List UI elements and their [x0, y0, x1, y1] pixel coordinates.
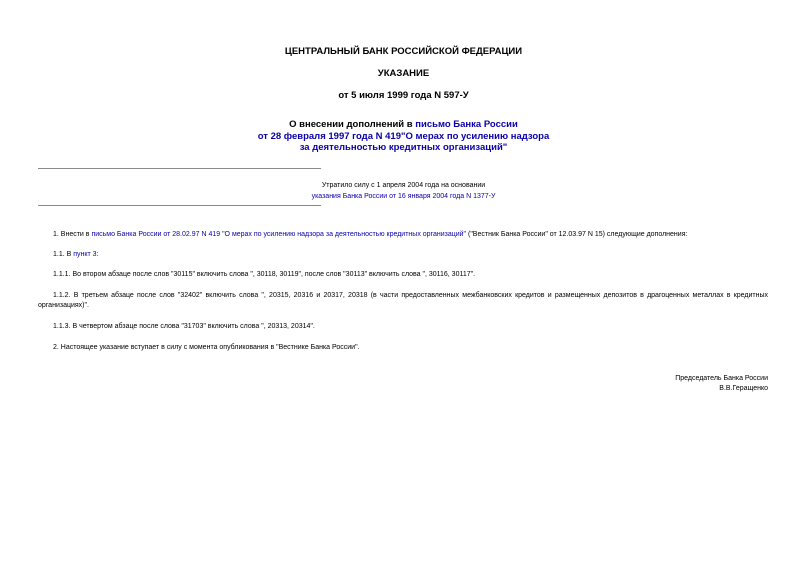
paragraph-1-1-3: 1.1.3. В четвертом абзаце после слова "31703" включить слова ", 20313, 20314". [53, 323, 315, 330]
paragraph-1 [38, 230, 768, 240]
status-link[interactable]: указания Банка России от 16 января 2004 года N 1377-У [311, 193, 496, 200]
subject-link-line-3[interactable]: за деятельностью кредитных организаций" [299, 142, 508, 153]
p1-suffix: ("Вестник Банка России" от 12.03.97 N 15) следующие дополнения: [466, 231, 688, 238]
signatory-position: Председатель Банка России [675, 375, 768, 382]
paragraph-2: 2. Настоящее указание вступает в силу с момента опубликования в "Вестнике Банка России". [53, 344, 360, 351]
p11-point-link[interactable]: пункт 3 [73, 251, 97, 258]
subject-line-1 [0, 119, 807, 131]
status-line: Утратило силу с 1 апреля 2004 года на основании [321, 182, 486, 189]
divider-bottom [38, 205, 321, 206]
divider-top [38, 168, 321, 169]
status-note [0, 180, 807, 202]
p1-prefix: 1. Внести в [53, 231, 92, 238]
paragraph-1-1-1: 1.1.1. Во втором абзаце после слов "30115" включить слова ", 30118, 30119", после слов "30113" включить слова ", 30116, 30117". [53, 271, 476, 278]
paragraph-1-1-2: 1.1.2. В третьем абзаце после слов "32402" включить слова ", 20315, 20316 и 20317, 20318 (в части предоставленных межбанковских кредитов и размещенных депозитов в драгоценных металлах в кредитных организациях)". [38, 292, 768, 309]
document-subject [0, 119, 807, 154]
date-number-heading: от 5 июля 1999 года N 597-У [338, 90, 469, 101]
p1-letter-link[interactable]: письмо Банка России от 28.02.97 N 419 "О мерах по усилению надзора за деятельностью кредитных организаций" [91, 231, 467, 238]
p11-prefix: 1.1. В [53, 251, 74, 258]
issuer-heading: ЦЕНТРАЛЬНЫЙ БАНК РОССИЙСКОЙ ФЕДЕРАЦИИ [284, 46, 523, 57]
subject-link-line-2[interactable]: от 28 февраля 1997 года N 419"О мерах по усилению надзора [257, 130, 550, 142]
paragraph-1-1 [38, 250, 768, 260]
signature-block [675, 374, 768, 394]
subject-link-letter[interactable]: письмо Банка России [415, 119, 518, 130]
signatory-name: В.В.Геращенко [719, 385, 768, 392]
subject-prefix: О внесении дополнений в [289, 119, 416, 130]
document-type-heading: УКАЗАНИЕ [377, 68, 430, 79]
p11-suffix: : [96, 251, 99, 258]
